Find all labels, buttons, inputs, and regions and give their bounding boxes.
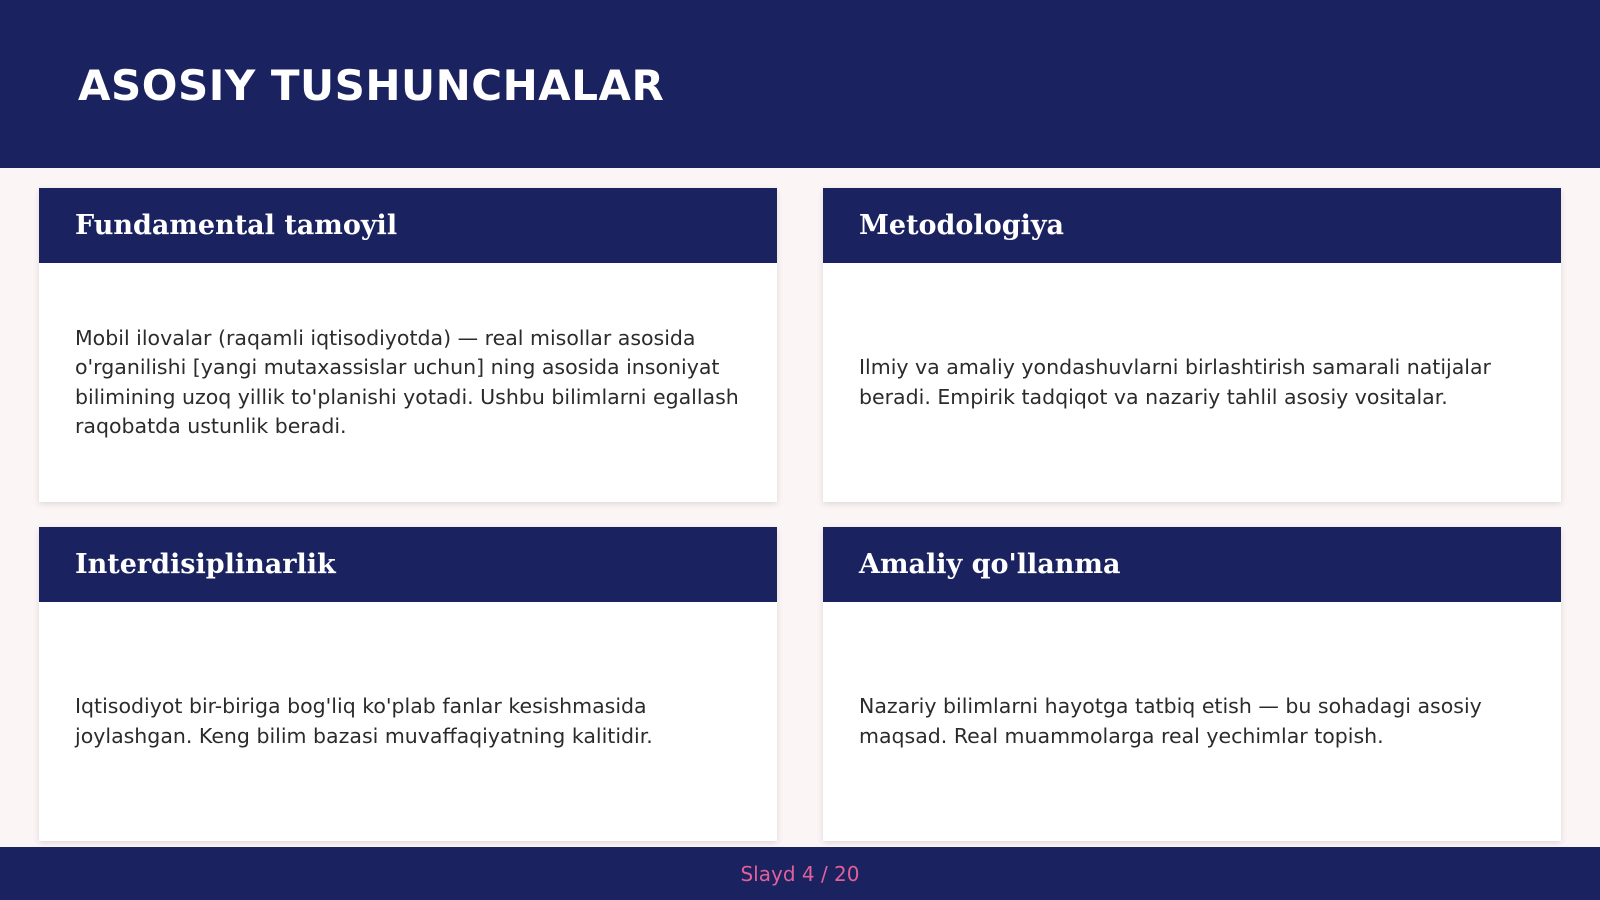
card-text: Nazariy bilimlarni hayotga tatbiq etish — bu sohadagi asosiy maqsad. Real muammolarga real yechimlar topish. bbox=[859, 694, 1482, 748]
card-text: Iqtisodiyot bir-biriga bog'liq ko'plab fanlar kesishmasida joylashgan. Keng bilim bazasi muvaffaqiyatning kalitidir. bbox=[75, 694, 653, 748]
card-title: Interdisiplinarlik bbox=[75, 548, 336, 580]
slide-counter: Slayd 4 / 20 bbox=[740, 861, 860, 886]
card-header bbox=[823, 527, 1561, 602]
slide-footer bbox=[0, 847, 1600, 900]
card-body bbox=[823, 602, 1561, 841]
card-body bbox=[39, 602, 777, 841]
card-title: Metodologiya bbox=[859, 209, 1065, 241]
card-interdisiplinarlik bbox=[39, 527, 777, 841]
slide-header bbox=[0, 0, 1600, 168]
card-metodologiya bbox=[823, 188, 1561, 502]
card-text: Mobil ilovalar (raqamli iqtisodiyotda) — real misollar asosida o'rganilishi [yangi mutaxassislar uchun] ning asosida insoniyat bilimining uzoq yillik to'planishi yotadi. Ushbu bilimlarni egallash raqobatda ustunlik beradi. bbox=[75, 325, 739, 438]
card-text: Ilmiy va amaliy yondashuvlarni birlashtirish samarali natijalar beradi. Empirik tadqiqot va nazariy tahlil asosiy vositalar. bbox=[859, 355, 1491, 409]
card-header bbox=[39, 527, 777, 602]
card-header bbox=[823, 188, 1561, 263]
slide-title: ASOSIY TUSHUNCHALAR bbox=[78, 61, 665, 110]
card-title: Amaliy qo'llanma bbox=[859, 548, 1121, 580]
card-fundamental-tamoyil bbox=[39, 188, 777, 502]
card-body bbox=[823, 263, 1561, 502]
card-header bbox=[39, 188, 777, 263]
card-title: Fundamental tamoyil bbox=[75, 209, 398, 241]
card-body bbox=[39, 263, 777, 502]
card-amaliy-qollanma bbox=[823, 527, 1561, 841]
